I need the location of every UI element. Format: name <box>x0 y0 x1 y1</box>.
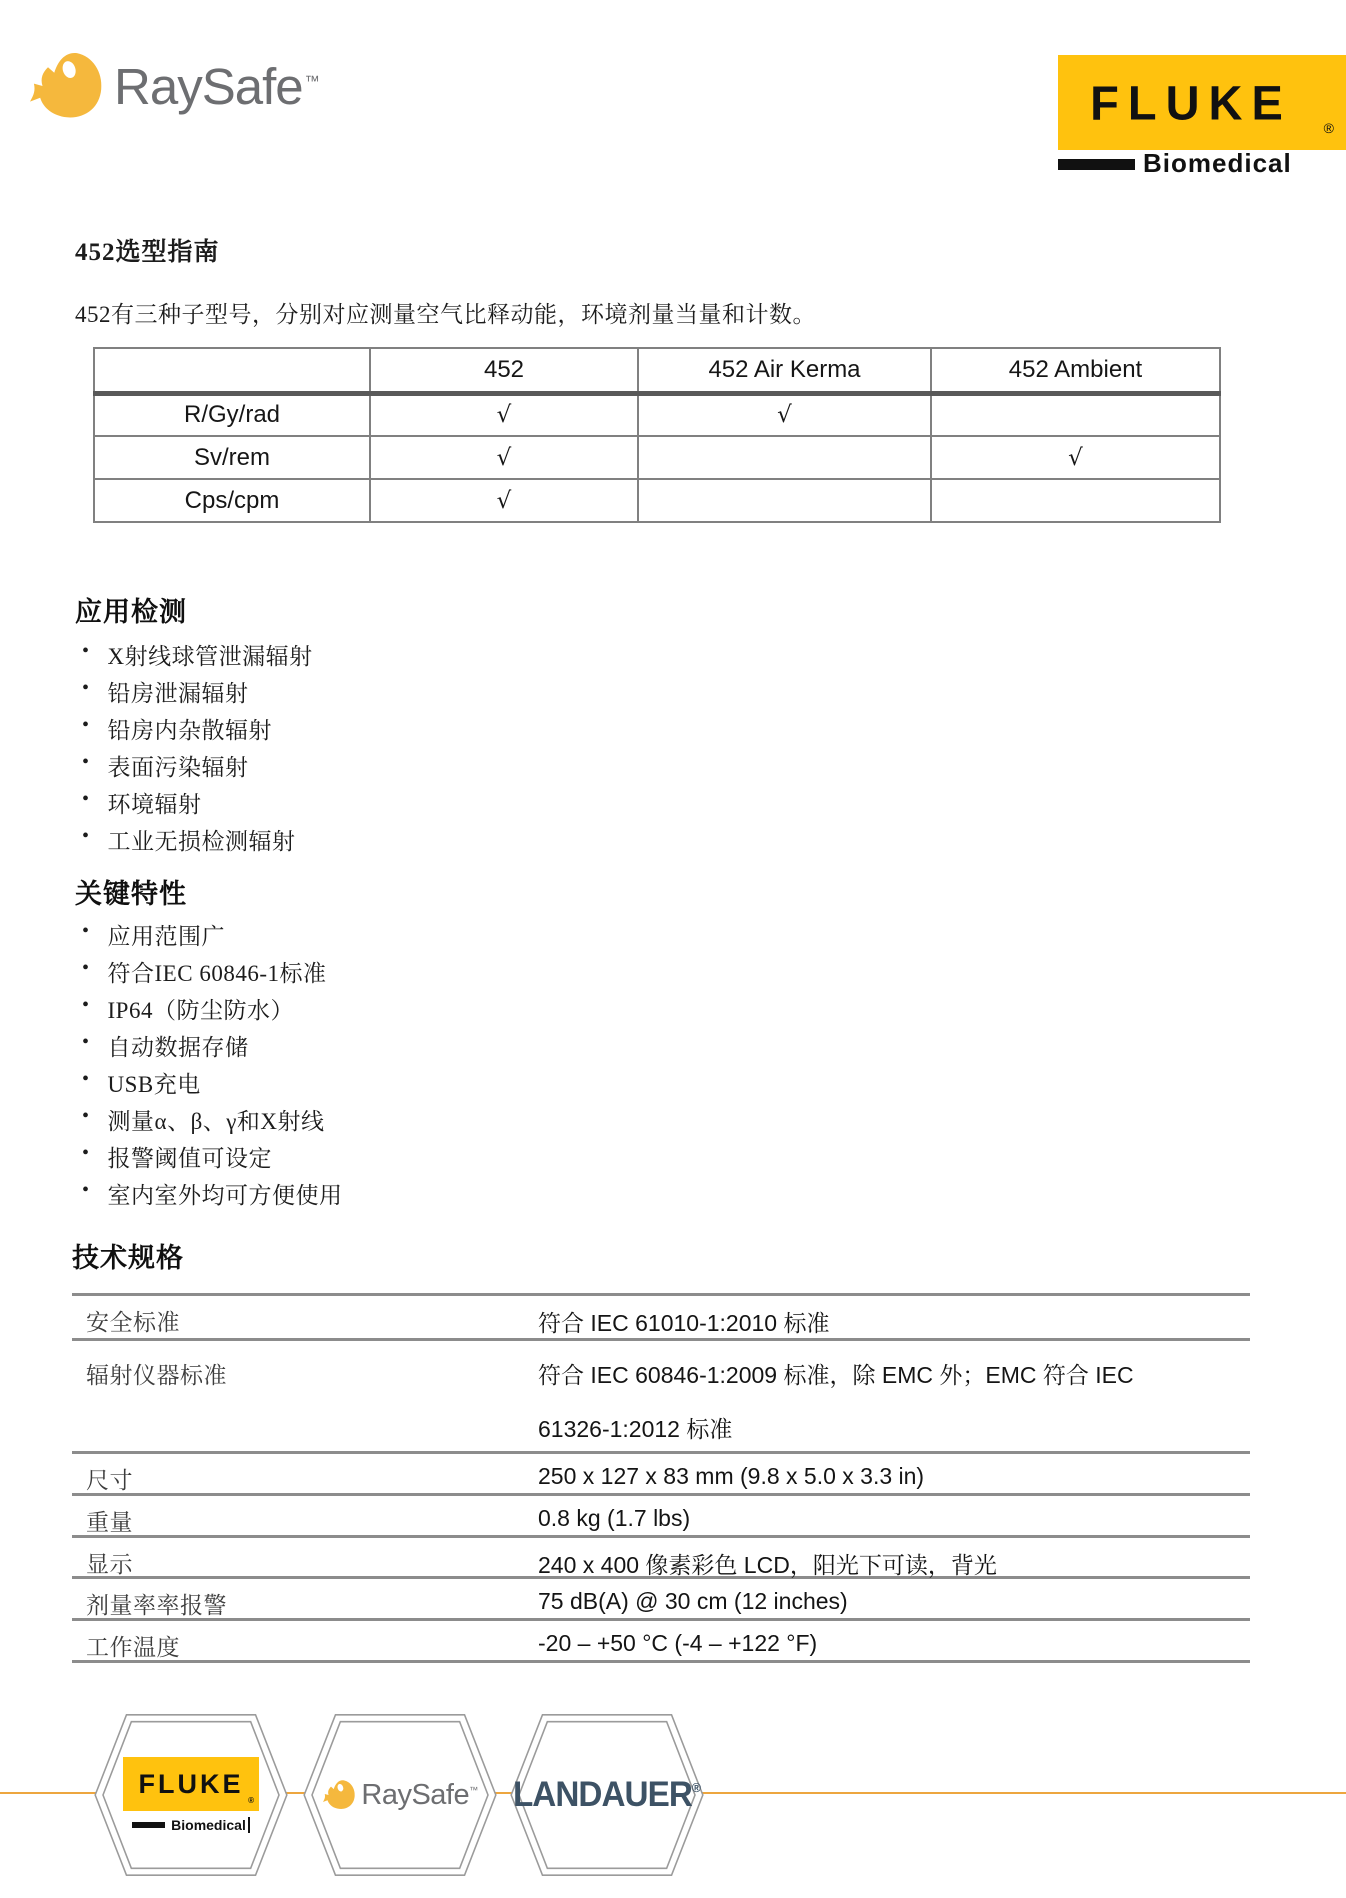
spec-value: -20 – +50 °C (-4 – +122 °F) <box>538 1630 818 1656</box>
selection-check-cell <box>638 436 931 479</box>
list-item-text: • 铅房泄漏辐射 <box>107 681 249 706</box>
spec-value: 符合 IEC 61010-1:2010 标准 <box>538 1310 830 1336</box>
features-heading: 关键特性 <box>75 879 187 909</box>
raysafe-tm-mark: ™ <box>304 72 319 90</box>
footer-landauer-registered-mark: ® <box>691 1780 702 1795</box>
spec-row-safety <box>72 1296 1250 1338</box>
footer-raysafe-wordmark: RaySafe™ <box>361 1778 478 1811</box>
selection-col-header-452: 452 <box>370 348 638 393</box>
footer-fluke-bar <box>132 1822 165 1828</box>
footer-landauer-wordmark: LANDAUER® <box>512 1775 702 1814</box>
list-item-text: • 符合IEC 60846-1标准 <box>107 961 327 986</box>
specs-heading: 技术规格 <box>72 1243 184 1273</box>
list-item-text: • X射线球管泄漏辐射 <box>107 644 313 669</box>
fluke-biomedical-bar <box>1058 159 1135 170</box>
footer-fluke-biomedical-label: Biomedical <box>171 1817 250 1833</box>
selection-col-header-blank <box>94 348 370 393</box>
selection-check-cell: √ <box>638 393 931 436</box>
raysafe-bird-icon <box>322 1779 356 1811</box>
selection-header-row <box>94 348 1220 393</box>
list-item <box>82 786 313 823</box>
footer-raysafe-badge <box>302 1707 498 1883</box>
list-item-text: • 测量α、β、γ和X射线 <box>107 1109 325 1134</box>
fluke-wordmark: FLUKE <box>1090 75 1292 130</box>
intro-paragraph: 452有三种子型号，分别对应测量空气比释动能，环境剂量当量和计数。 <box>75 302 816 327</box>
spec-label: 尺寸 <box>86 1468 133 1493</box>
selection-col-header-ambient: 452 Ambient <box>931 348 1220 393</box>
applications-heading: 应用检测 <box>75 597 187 627</box>
spec-label: 重量 <box>86 1510 133 1535</box>
list-item-text: • 工业无损检测辐射 <box>107 829 296 854</box>
list-item <box>82 1066 343 1103</box>
specs-table <box>72 1293 1250 1663</box>
spec-value: 240 x 400 像素彩色 LCD，阳光下可读，背光 <box>538 1552 997 1578</box>
spec-label: 安全标准 <box>86 1310 180 1335</box>
selection-check-cell: √ <box>370 479 638 522</box>
selection-row-label: R/Gy/rad <box>94 393 370 436</box>
spec-value <box>538 1341 1250 1451</box>
footer-fluke-registered-mark: ® <box>248 1796 254 1805</box>
raysafe-wordmark: RaySafe ™ <box>114 57 319 115</box>
list-item <box>82 1177 343 1214</box>
list-item <box>82 712 313 749</box>
fluke-biomedical-label: Biomedical <box>1143 148 1292 178</box>
selection-check-cell: √ <box>370 393 638 436</box>
selection-row-svrem <box>94 436 1220 479</box>
selection-check-cell: √ <box>370 436 638 479</box>
list-item <box>82 638 313 675</box>
list-item-text: • 报警阈值可设定 <box>107 1146 273 1171</box>
list-item <box>82 749 313 786</box>
footer-fluke-sub <box>132 1817 250 1833</box>
list-item-text: • 自动数据存储 <box>107 1035 249 1060</box>
spec-row-alarm <box>72 1576 1250 1618</box>
selection-row-rgyrad <box>94 393 1220 436</box>
footer-raysafe-tm-mark: ™ <box>469 1784 478 1795</box>
raysafe-logo <box>28 50 319 122</box>
footer-landauer-badge <box>509 1707 705 1883</box>
list-item <box>82 918 343 955</box>
spec-row-weight <box>72 1493 1250 1535</box>
list-item <box>82 1140 343 1177</box>
footer-fluke-box <box>123 1757 259 1811</box>
list-item-text: • 环境辐射 <box>107 792 202 817</box>
list-item <box>82 675 313 712</box>
spec-row-dimensions <box>72 1451 1250 1493</box>
list-item <box>82 1029 343 1066</box>
list-item-text: • IP64（防尘防水） <box>107 998 294 1023</box>
list-item <box>82 955 343 992</box>
spec-value: 250 x 127 x 83 mm (9.8 x 5.0 x 3.3 in) <box>538 1463 925 1489</box>
spec-row-radiation-standard <box>72 1338 1250 1451</box>
selection-row-label: Cps/cpm <box>94 479 370 522</box>
list-item-text: • 室内室外均可方便使用 <box>107 1183 343 1208</box>
list-item <box>82 1103 343 1140</box>
features-list <box>82 918 343 1214</box>
spec-value-line1: 符合 IEC 60846-1:2009 标准，除 EMC 外；EMC 符合 IEC <box>538 1362 1134 1388</box>
list-item-text: • 铅房内杂散辐射 <box>107 718 273 743</box>
model-selection-table <box>93 347 1221 523</box>
list-item-text: • 表面污染辐射 <box>107 755 249 780</box>
selection-check-cell <box>638 479 931 522</box>
page-title: 452选型指南 <box>75 239 220 266</box>
raysafe-bird-icon <box>28 50 104 122</box>
footer-fluke-badge <box>93 1707 289 1883</box>
fluke-registered-mark: ® <box>1323 120 1334 136</box>
selection-check-cell <box>931 479 1220 522</box>
spec-value: 75 dB(A) @ 30 cm (12 inches) <box>538 1588 848 1614</box>
spec-row-display <box>72 1535 1250 1576</box>
applications-list <box>82 638 313 860</box>
spec-value-line2: 61326-1:2012 标准 <box>538 1416 733 1442</box>
selection-row-label: Sv/rem <box>94 436 370 479</box>
footer-fluke-wordmark: FLUKE <box>138 1768 244 1799</box>
list-item-text: • 应用范围广 <box>107 924 226 949</box>
list-item <box>82 992 343 1029</box>
selection-col-header-air-kerma: 452 Air Kerma <box>638 348 931 393</box>
spec-row-temperature <box>72 1618 1250 1660</box>
spec-label: 显示 <box>86 1552 133 1577</box>
spec-label: 剂量率率报警 <box>86 1593 227 1618</box>
fluke-logo-box <box>1058 55 1346 150</box>
list-item <box>82 823 313 860</box>
selection-check-cell: √ <box>931 436 1220 479</box>
spec-label: 工作温度 <box>86 1635 180 1660</box>
list-item-text: • USB充电 <box>107 1072 201 1097</box>
selection-check-cell <box>931 393 1220 436</box>
spec-value: 0.8 kg (1.7 lbs) <box>538 1505 691 1531</box>
spec-label: 辐射仪器标准 <box>86 1363 227 1388</box>
selection-row-cpscpm <box>94 479 1220 522</box>
